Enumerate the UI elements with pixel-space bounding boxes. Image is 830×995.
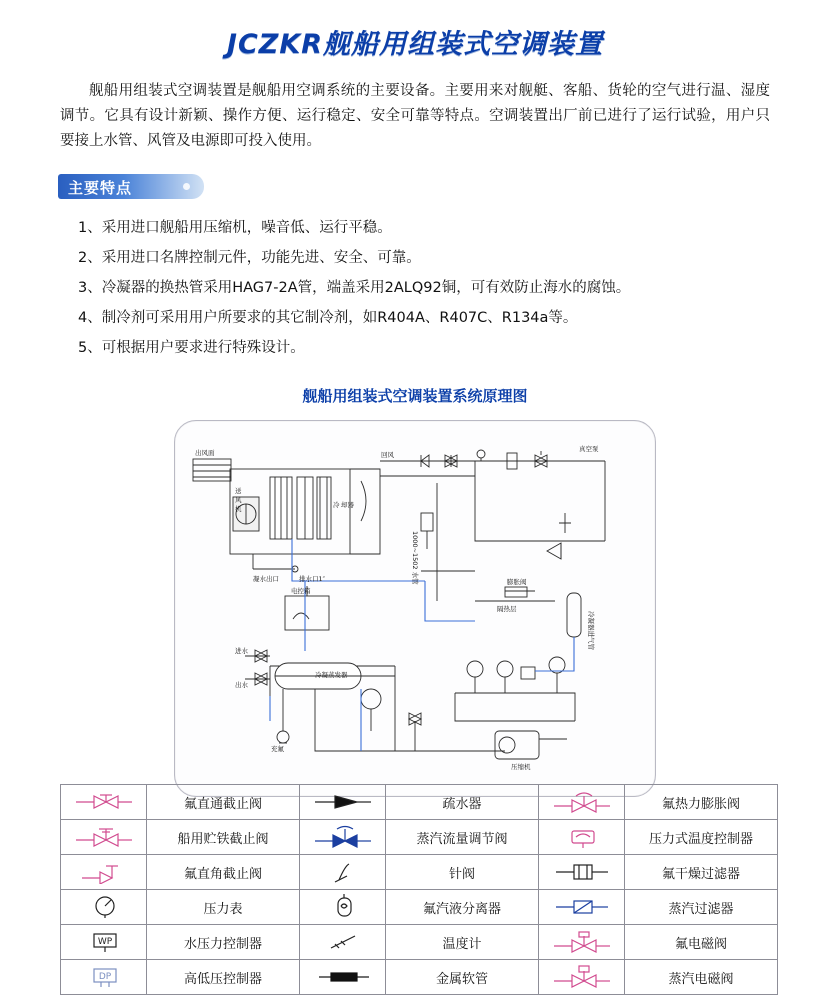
table-row [61, 960, 778, 995]
feature-section-header [58, 174, 204, 199]
pressure-gauge-icon [61, 890, 147, 925]
legend-label: 氟直角截止阀 [147, 855, 300, 890]
list-item: 4、制冷剂可采用用户所要求的其它制冷剂，如R404A、R407C、R134a等。 [78, 310, 578, 326]
label-dim-note: 1000~1502 水管 [411, 531, 419, 585]
label-cooler2: 却器 [341, 501, 354, 509]
legend-label: 疏水器 [386, 785, 539, 820]
legend-label: 氟干燥过滤器 [625, 855, 778, 890]
label-expansion: 膨胀阀 [507, 578, 527, 586]
legend-label: 氟电磁阀 [625, 925, 778, 960]
page-root [0, 22, 830, 995]
svg-text:DP: DP [98, 972, 111, 982]
page-title: JCZKR舰船用组装式空调装置 [226, 29, 604, 60]
needle-valve-icon [300, 855, 386, 890]
legend-label: 压力式温度控制器 [625, 820, 778, 855]
steam-filter-icon [539, 890, 625, 925]
label-insulation: 隔热层 [497, 605, 517, 613]
svg-text:WP: WP [97, 937, 112, 947]
pressure-temperature-controller-icon [539, 820, 625, 855]
label-in-water: 进水 [235, 647, 248, 655]
table-row [61, 820, 778, 855]
label-drain-port: 排水口1″ [299, 575, 326, 583]
feature-header-label: 主要特点 [68, 179, 133, 197]
angle-stop-valve-icon [61, 855, 147, 890]
label-fan2: 风 [235, 496, 242, 504]
intro-paragraph: 舰船用组装式空调装置是舰船用空调系统的主要设备。主要用来对舰艇、客船、货轮的空气进行温、湿度调节。它具有设计新颖、操作方便、运行稳定、安全可靠等特点。空调装置出厂前已进行了运行试验，用户只要接上水管、风管及电源即可投入使用。 [60, 83, 770, 149]
decorative-dot-icon [183, 183, 190, 190]
label-compressor: 压缩机 [511, 763, 531, 771]
legend-label: 氟直通截止阀 [147, 785, 300, 820]
thermometer-icon [300, 925, 386, 960]
label-fan: 送 [235, 487, 242, 495]
list-item: 5、可根据用户要求进行特殊设计。 [78, 340, 305, 356]
legend-label: 压力表 [147, 890, 300, 925]
legend-label: 金属软管 [386, 960, 539, 995]
water-pressure-controller-icon [61, 925, 147, 960]
legend-table [60, 784, 778, 995]
legend-label: 水压力控制器 [147, 925, 300, 960]
thermal-expansion-valve-icon [539, 785, 625, 820]
legend-label: 蒸汽电磁阀 [625, 960, 778, 995]
legend-label: 蒸汽过滤器 [625, 890, 778, 925]
legend-label: 氟汽液分离器 [386, 890, 539, 925]
table-row [61, 785, 778, 820]
list-item: 2、采用进口名牌控制元件，功能先进、安全、可靠。 [78, 250, 421, 266]
label-drain: 凝水出口 [253, 575, 279, 583]
list-item: 3、冷凝器的换热管采用HAG7-2A管，端盖采用2ALQ92铜，可有效防止海水的腐蚀。 [78, 280, 631, 296]
list-item: 1、采用进口舰船用压缩机，噪音低、运行平稳。 [78, 220, 392, 236]
table-row [61, 925, 778, 960]
system-schematic-diagram [174, 420, 656, 797]
liquid-separator-icon [300, 890, 386, 925]
table-row [61, 855, 778, 890]
freon-solenoid-valve-icon [539, 925, 625, 960]
steam-flow-regulating-valve-icon [300, 820, 386, 855]
label-fan3: 机 [235, 505, 242, 513]
diagram-caption: 舰船用组装式空调装置系统原理图 [302, 387, 528, 405]
label-cond-side: 冷凝器进气管 [587, 611, 595, 650]
label-out-air: 出风面 [195, 449, 215, 457]
legend-label: 蒸汽流量调节阀 [386, 820, 539, 855]
label-control-box: 电控箱 [291, 587, 311, 595]
high-low-pressure-controller-icon [61, 960, 147, 995]
legend-label: 针阀 [386, 855, 539, 890]
label-out-water: 出水 [235, 681, 248, 689]
steam-solenoid-valve-icon [539, 960, 625, 995]
globe-stop-valve-icon [61, 785, 147, 820]
legend-label: 高低压控制器 [147, 960, 300, 995]
legend-label: 氟热力膨胀阀 [625, 785, 778, 820]
legend-label: 温度计 [386, 925, 539, 960]
label-return-air: 回风 [381, 451, 394, 459]
label-charge: 充氟 [271, 745, 284, 753]
feature-list [78, 213, 830, 363]
marine-cast-iron-valve-icon [61, 820, 147, 855]
steam-trap-icon [300, 785, 386, 820]
label-condenser: 冷凝蒸发器 [315, 671, 348, 679]
table-row [61, 890, 778, 925]
label-cooler: 冷 [333, 501, 340, 509]
filter-drier-icon [539, 855, 625, 890]
metal-hose-icon [300, 960, 386, 995]
label-vacuum: 真空泵 [579, 445, 599, 453]
schematic-svg [175, 421, 655, 796]
legend-label: 船用贮铁截止阀 [147, 820, 300, 855]
